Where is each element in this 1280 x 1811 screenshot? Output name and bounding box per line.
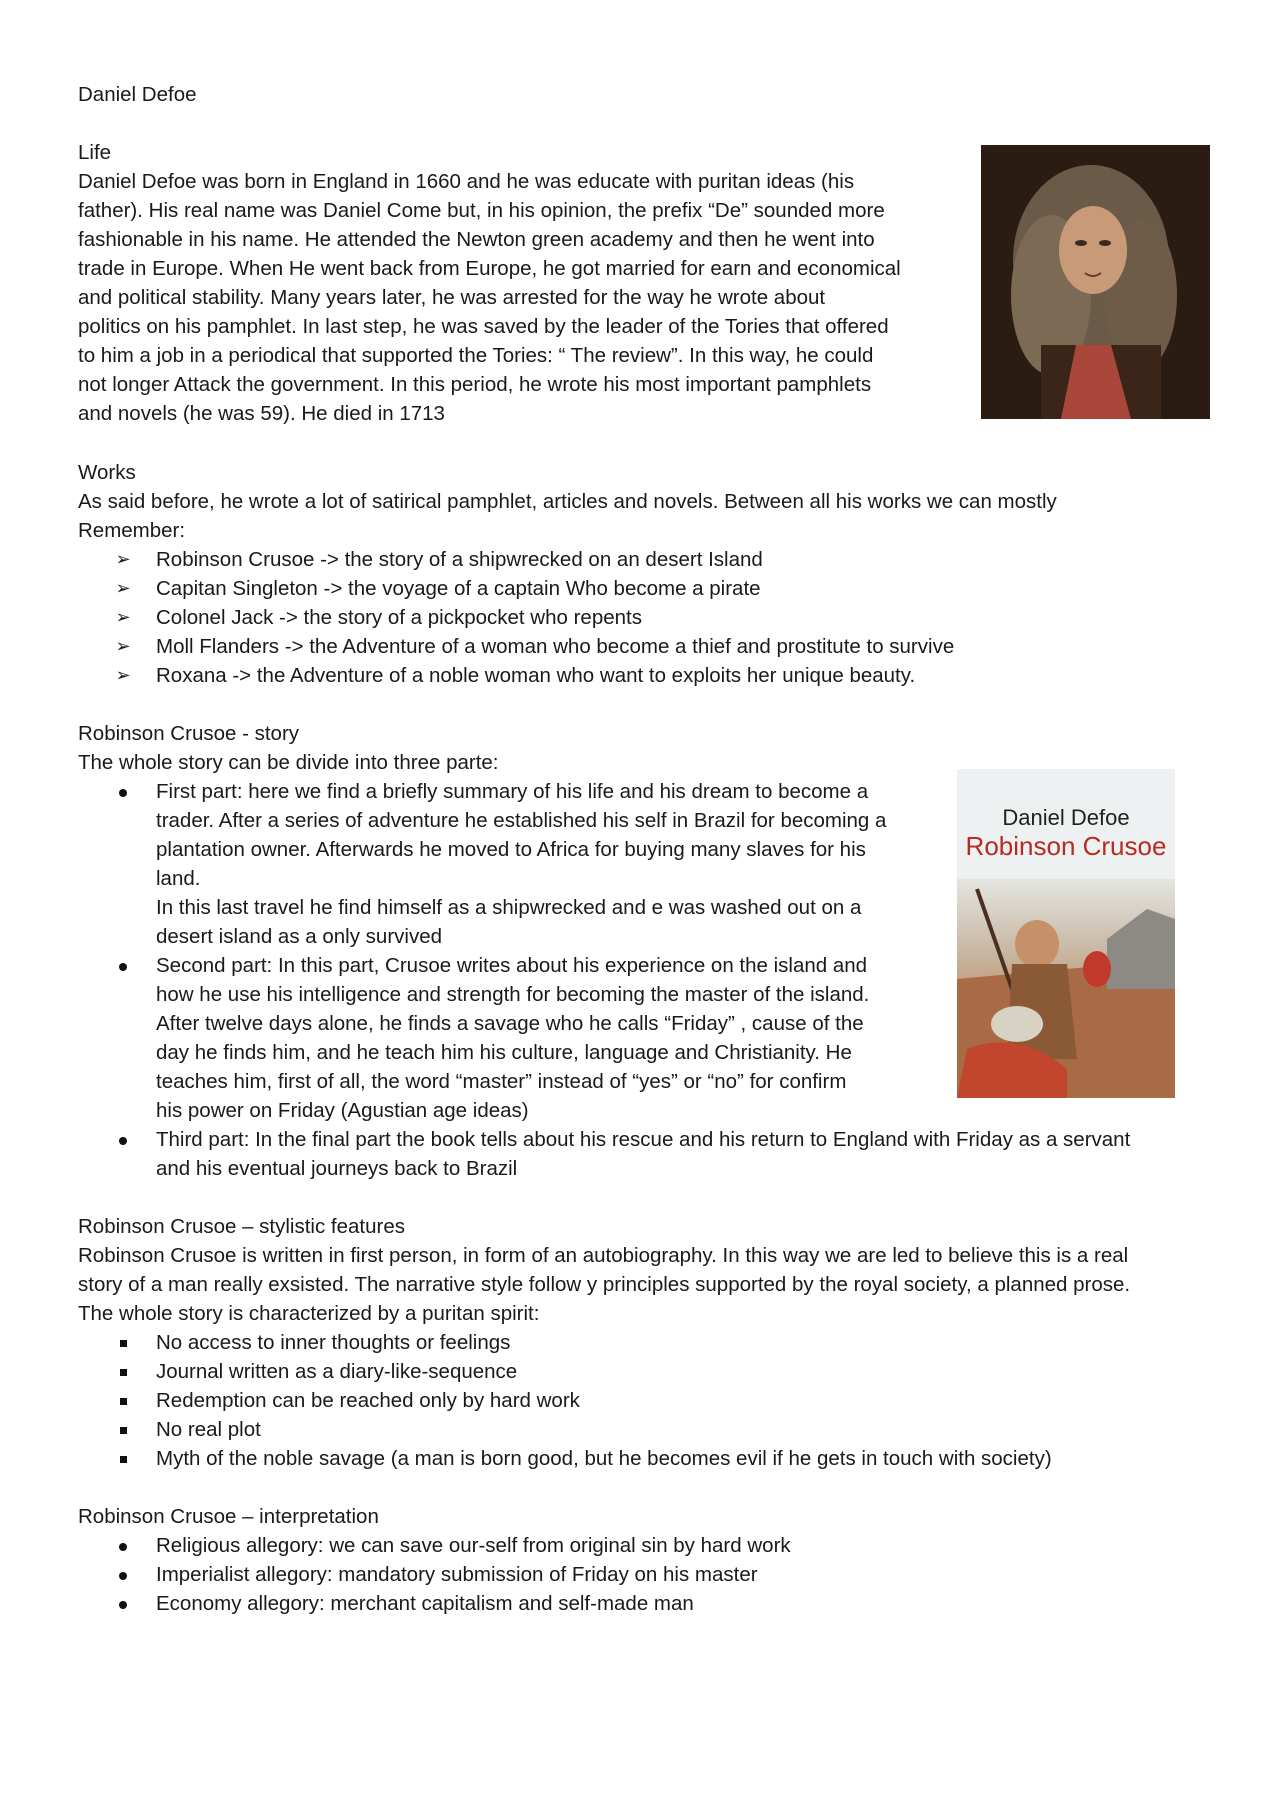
life-line: and novels (he was 59). He died in 1713 <box>78 402 445 425</box>
life-line: not longer Attack the government. In this period, he wrote his most important pamphlets <box>78 373 872 396</box>
works-heading: Works <box>78 461 136 484</box>
story-heading: Robinson Crusoe - story <box>78 722 300 745</box>
bullet-icon <box>112 777 134 806</box>
list-item: Third part: In the final part the book tells about his rescue and his return to England with Friday as a servant and his eventual journeys back to Brazil <box>78 1125 1130 1183</box>
stylistic-heading: Robinson Crusoe – stylistic features <box>78 1215 406 1238</box>
arrow-bullet-icon: ➢ <box>115 578 131 598</box>
bullet-icon <box>112 951 134 980</box>
life-line: politics on his pamphlet. In last step, he was saved by the leader of the Tories that offered <box>78 315 889 338</box>
bullet-icon <box>112 1125 134 1154</box>
story-intro: The whole story can be divide into three parte: <box>78 751 499 774</box>
life-line: Daniel Defoe was born in England in 1660 and he was educate with puritan ideas (his <box>78 170 855 193</box>
list-item: First part: here we find a briefly summary of his life and his dream to become a trader. After a series of adventure he established his self in Brazil for becoming a plantation owner. Afterwards he moved to Africa for buying many slaves for his land. In this last travel he find himself as a shipwrecked and e was washed out on a desert island as a only survived <box>78 777 1130 951</box>
list-item: No real plot <box>78 1415 1052 1444</box>
interpretation-list <box>78 1531 791 1618</box>
list-item: Journal written as a diary-like-sequence <box>78 1357 1052 1386</box>
square-bullet-icon <box>112 1357 134 1386</box>
stylistic-line: story of a man really exsisted. The narrative style follow y principles supported by the royal society, a planned prose. <box>78 1273 1131 1296</box>
arrow-bullet-icon: ➢ <box>115 549 131 569</box>
square-bullet-icon <box>112 1328 134 1357</box>
defoe-portrait-image <box>981 145 1210 419</box>
life-line: fashionable in his name. He attended the Newton green academy and then he went into <box>78 228 875 251</box>
document-title: Daniel Defoe <box>78 83 197 106</box>
list-item: ➢ Capitan Singleton -> the voyage of a captain Who become a pirate <box>78 574 954 603</box>
life-line: father). His real name was Daniel Come but, in his opinion, the prefix “De” sounded more <box>78 199 885 222</box>
works-line: Remember: <box>78 519 186 542</box>
life-line: to him a job in a periodical that supported the Tories: “ The review”. In this way, he could <box>78 344 874 367</box>
works-list <box>78 545 954 690</box>
stylistic-line: The whole story is characterized by a puritan spirit: <box>78 1302 540 1325</box>
arrow-bullet-icon: ➢ <box>115 636 131 656</box>
life-heading: Life <box>78 141 112 164</box>
arrow-bullet-icon: ➢ <box>115 607 131 627</box>
cover-author: Daniel Defoe <box>1002 805 1130 830</box>
square-bullet-icon <box>112 1415 134 1444</box>
list-item: ➢ Roxana -> the Adventure of a noble woman who want to exploits her unique beauty. <box>78 661 954 690</box>
interpretation-heading: Robinson Crusoe – interpretation <box>78 1505 379 1528</box>
portrait-illustration <box>981 145 1210 419</box>
list-item: ➢ Colonel Jack -> the story of a pickpocket who repents <box>78 603 954 632</box>
list-item: Imperialist allegory: mandatory submission of Friday on his master <box>78 1560 791 1589</box>
stylistic-line: Robinson Crusoe is written in first person, in form of an autobiography. In this way we are led to believe this is a real <box>78 1244 1129 1267</box>
square-bullet-icon <box>112 1444 134 1473</box>
bullet-icon <box>112 1589 134 1618</box>
square-bullet-icon <box>112 1386 134 1415</box>
bullet-icon <box>112 1560 134 1589</box>
stylistic-list <box>78 1328 1052 1473</box>
list-item: ➢ Moll Flanders -> the Adventure of a woman who become a thief and prostitute to survive <box>78 632 954 661</box>
works-line: As said before, he wrote a lot of satirical pamphlet, articles and novels. Between all his works we can mostly <box>78 490 1057 513</box>
robinson-crusoe-cover-image <box>957 769 1175 1098</box>
works-intro <box>78 487 1057 545</box>
life-paragraph <box>78 167 901 428</box>
list-item: Economy allegory: merchant capitalism and self-made man <box>78 1589 791 1618</box>
bullet-icon <box>112 1531 134 1560</box>
list-item: Myth of the noble savage (a man is born good, but he becomes evil if he gets in touch with society) <box>78 1444 1052 1473</box>
cover-title: Robinson Crusoe <box>965 831 1167 861</box>
list-item: No access to inner thoughts or feelings <box>78 1328 1052 1357</box>
list-item: Second part: In this part, Crusoe writes about his experience on the island and how he use his intelligence and strength for becoming the master of the island. After twelve days alone, he finds a savage who he calls “Friday” , cause of the day he finds him, and he teach him his culture, language and Christianity. He teaches him, first of all, the word “master” instead of “yes” or “no” for confirm his power on Friday (Agustian age ideas) <box>78 951 1130 1125</box>
list-item: ➢ Robinson Crusoe -> the story of a shipwrecked on an desert Island <box>78 545 954 574</box>
list-item: Redemption can be reached only by hard work <box>78 1386 1052 1415</box>
life-line: and political stability. Many years later, he was arrested for the way he wrote about <box>78 286 826 309</box>
arrow-bullet-icon: ➢ <box>115 665 131 685</box>
stylistic-paragraph <box>78 1241 1130 1328</box>
life-line: trade in Europe. When He went back from Europe, he got married for earn and economical <box>78 257 901 280</box>
list-item: Religious allegory: we can save our-self from original sin by hard work <box>78 1531 791 1560</box>
